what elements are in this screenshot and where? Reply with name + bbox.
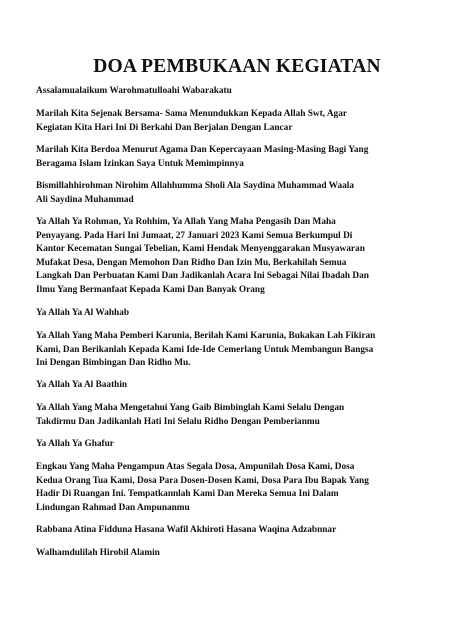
- paragraph-greeting: [36, 85, 448, 99]
- paragraph-line: Kantor Kecematan Sungai Tebelian, Kami Hendak Menyenggarakan Musyawaran: [36, 244, 365, 255]
- paragraph-line: Marilah Kita Berdoa Menurut Agama Dan Kepercayaan Masing-Masing Bagi Yang: [36, 145, 369, 155]
- paragraph-pemberi-karunia: [36, 330, 448, 371]
- paragraph-line: Kami, Dan Berikanlah Kepada Kami Ide-Ide Cemerlang Untuk Membangun Bangsa: [36, 344, 374, 355]
- paragraph-line: Langkah Dan Perbuatan Kami Dan Jadikanlah Acara Ini Sebagai Nilai Ibadah Dan: [36, 271, 369, 282]
- page-title: DOA PEMBUKAAN KEGIATAN: [93, 56, 381, 77]
- paragraph-pray: [36, 144, 448, 171]
- paragraph-line: Takdirmu Dan Jadikanlah Hati Ini Selalu Ridho Dengan Pemberianmu: [36, 416, 320, 427]
- paragraph-invitation: [36, 108, 448, 135]
- paragraph-line: Marilah Kita Sejenak Bersama- Sama Menundukkan Kepada Allah Swt, Agar: [36, 109, 347, 119]
- paragraph-line: Ilmu Yang Bermanfaat Kepada Kami Dan Banyak Orang: [36, 284, 265, 295]
- paragraph-line: Engkau Yang Maha Pengampun Atas Segala Dosa, Ampunilah Dosa Kami, Dosa: [36, 462, 355, 472]
- paragraph-line: Walhamdulilah Hirobil Alamin: [36, 548, 160, 558]
- paragraph-ya-allah-rohman: [36, 216, 448, 298]
- paragraph-bismillah: [36, 180, 448, 207]
- paragraph-line: Ya Allah Ya Rohman, Ya Rohhim, Ya Allah Yang Maha Pengasih Dan Maha: [36, 217, 336, 227]
- paragraph-line: Hadir Di Ruangan Ini. Tempatkannlah Kami Dan Mereka Semua Ini Dalam: [36, 489, 339, 500]
- paragraph-al-baathin: [36, 379, 448, 393]
- paragraph-line: Ya Allah Ya Ghafur: [36, 439, 114, 449]
- paragraph-line: Ya Allah Yang Maha Mengetahui Yang Gaib Bimbinglah Kami Selalu Dengan: [36, 403, 345, 413]
- paragraph-line: Penyayang. Pada Hari Ini Jumaat, 27 Januari 2023 Kami Semua Berkumpul Di: [36, 230, 353, 241]
- paragraph-line: Beragama Islam Izinkan Saya Untuk Memimpinnya: [36, 158, 244, 169]
- paragraph-maha-mengetahui: [36, 402, 448, 429]
- paragraph-line: Ya Allah Ya Al Baathin: [36, 380, 128, 390]
- paragraph-line: Kegiatan Kita Hari Ini Di Berkahi Dan Berjalan Dengan Lancar: [36, 122, 293, 133]
- paragraph-maha-pengampun: [36, 461, 448, 515]
- paragraph-al-wahhab: [36, 307, 448, 321]
- paragraph-closing: [36, 547, 448, 561]
- paragraph-line: Bismillahhirohman Nirohim Allahhumma Sholi Ala Saydina Muhammad Waala: [36, 181, 354, 191]
- paragraph-rabbana: [36, 524, 448, 538]
- paragraph-line: Lindungan Rahmad Dan Ampunanmu: [36, 502, 190, 513]
- paragraph-line: Rabbana Atina Fidduna Hasana Wafil Akhiroti Hasana Waqina Adzabnnar: [36, 525, 337, 535]
- paragraph-line: Ya Allah Ya Al Wahhab: [36, 308, 130, 318]
- paragraph-ghafur: [36, 438, 448, 452]
- paragraph-line: Ini Dengan Bimbingan Dan Ridho Mu.: [36, 358, 191, 369]
- paragraph-line: Ali Saydina Muhammad: [36, 194, 134, 205]
- paragraph-line: Mufakat Desa, Dengan Memohon Dan Ridho Dan Izin Mu, Berkahilah Semua: [36, 257, 347, 268]
- paragraph-line: Ya Allah Yang Maha Pemberi Karunia, Berilah Kami Karunia, Bukakan Lah Fikiran: [36, 331, 376, 341]
- paragraph-line: Kedua Orang Tua Kami, Dosa Para Dosen-Dosen Kami, Dosa Para Ibu Bapak Yang: [36, 475, 369, 486]
- paragraph-line: Assalamualaikum Warohmatulloahi Wabarakatu: [36, 86, 232, 96]
